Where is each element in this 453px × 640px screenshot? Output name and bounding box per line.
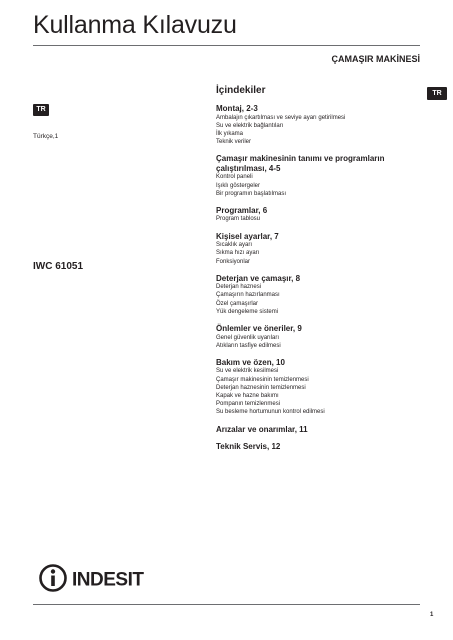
toc-item: Su ve elektrik bağlantıları bbox=[216, 122, 284, 129]
toc-item: Çamaşır makinesinin temizlenmesi bbox=[216, 376, 309, 383]
product-type-subtitle: ÇAMAŞIR MAKİNESİ bbox=[331, 54, 420, 64]
top-divider bbox=[33, 45, 420, 46]
toc-section-title: Deterjan ve çamaşır, 8 bbox=[216, 273, 301, 283]
indesit-logo-mark bbox=[39, 563, 169, 593]
toc-item: Su besleme hortumunun kontrol edilmesi bbox=[216, 409, 325, 416]
toc-section-list bbox=[216, 104, 421, 452]
toc-section-title: Bakım ve özen, 10 bbox=[216, 357, 285, 367]
toc-item: Sıcaklık ayarı bbox=[216, 242, 253, 249]
toc-section bbox=[216, 206, 421, 224]
toc-item: Bir programın başlatılması bbox=[216, 190, 287, 197]
toc-item: Deterjan haznesinin temizlenmesi bbox=[216, 384, 306, 391]
indesit-logo bbox=[39, 563, 169, 593]
toc-item: Atıkların tasfiye edilmesi bbox=[216, 342, 281, 349]
toc-item: Kontrol paneli bbox=[216, 174, 253, 181]
toc-item: İlk yıkama bbox=[216, 130, 244, 137]
document-title: Kullanma Kılavuzu bbox=[33, 11, 237, 39]
bottom-divider bbox=[33, 604, 420, 605]
toc-item: Işıklı göstergeler bbox=[216, 182, 261, 189]
toc-section bbox=[216, 358, 421, 417]
toc-section bbox=[216, 324, 421, 350]
toc-item: Özel çamaşırlar bbox=[216, 300, 259, 307]
toc-section bbox=[216, 232, 421, 266]
toc-section-title: Montaj, 2-3 bbox=[216, 104, 258, 113]
toc-section bbox=[216, 104, 421, 146]
toc-item: Program tablosu bbox=[216, 216, 261, 223]
toc-item: Genel güvenlik uyarıları bbox=[216, 334, 280, 341]
language-badge: TR bbox=[33, 104, 49, 116]
toc-section-title: Önlemler ve öneriler, 9 bbox=[216, 324, 302, 334]
toc-item: Çamaşırın hazırlanması bbox=[216, 292, 280, 299]
toc-item: Pompanın temizlenmesi bbox=[216, 401, 281, 408]
toc-section-title: Teknik Servis, 12 bbox=[216, 442, 281, 452]
toc-item: Fonksiyonlar bbox=[216, 258, 251, 265]
toc-heading: İçindekiler bbox=[216, 85, 266, 96]
toc-item: Kapak ve hazne bakımı bbox=[216, 393, 279, 400]
toc-item: Sıkma hızı ayarı bbox=[216, 250, 260, 257]
toc-section-title: Çamaşır makinesinin tanımı ve programların çalıştırılması, 4-5 bbox=[216, 154, 385, 173]
toc-item: Yük dengeleme sistemi bbox=[216, 308, 279, 315]
toc-section-title: Kişisel ayarlar, 7 bbox=[216, 231, 279, 241]
toc-item: Su ve elektrik kesilmesi bbox=[216, 368, 279, 375]
logo-wordmark: INDESIT bbox=[72, 569, 144, 591]
toc-section bbox=[216, 425, 421, 435]
language-label: Türkçe,1 bbox=[33, 133, 59, 140]
page-number: 1 bbox=[430, 612, 434, 618]
toc-item: Teknik veriler bbox=[216, 139, 252, 146]
toc-section-title: Programlar, 6 bbox=[216, 205, 268, 215]
toc-section bbox=[216, 154, 421, 198]
side-language-tab: TR bbox=[427, 87, 447, 100]
model-number: IWC 61051 bbox=[33, 261, 84, 272]
table-of-contents bbox=[216, 85, 421, 460]
toc-item: Deterjan haznesi bbox=[216, 284, 262, 291]
toc-section bbox=[216, 442, 421, 452]
toc-section bbox=[216, 274, 421, 316]
toc-item: Ambalajın çıkartılması ve seviye ayarı getirilmesi bbox=[216, 114, 346, 121]
toc-section-title: Arızalar ve onarımlar, 11 bbox=[216, 424, 308, 434]
